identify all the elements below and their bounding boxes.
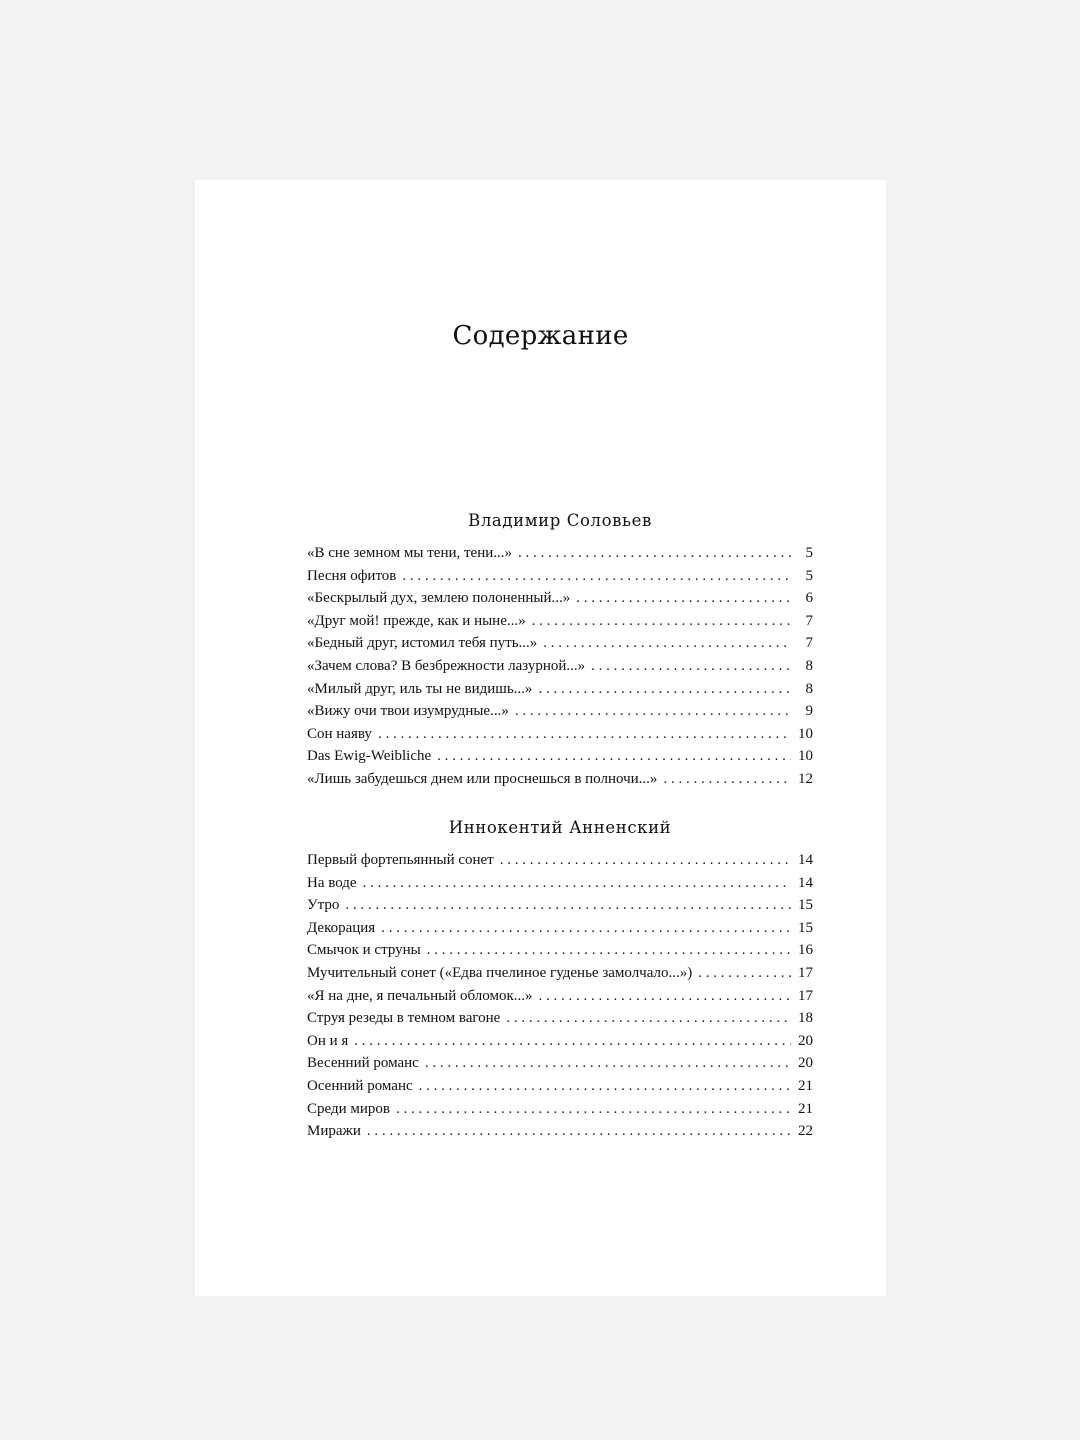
toc-entry-title: «В сне земном мы тени, тени...»	[307, 545, 513, 561]
dot-leader	[698, 962, 791, 985]
toc-entry-title: Das Ewig-Weibliche	[307, 748, 432, 765]
toc-entry-title: Утро	[307, 897, 340, 914]
toc-entry	[307, 655, 813, 678]
dot-leader	[425, 1052, 791, 1075]
toc-entry-page: 8	[805, 680, 813, 697]
toc-entry-title: «Лишь забудешься днем или проснешься в полночи...»	[307, 770, 658, 787]
toc-entry-page: 10	[798, 725, 813, 742]
toc-entry-title: Среди миров	[307, 1100, 390, 1117]
toc-entry-page: 6	[805, 590, 813, 607]
toc-entry	[307, 632, 813, 655]
toc-entry	[307, 700, 813, 723]
book-page	[195, 180, 886, 1296]
toc-entry-page: 7	[805, 612, 813, 629]
toc-entry-title: «Зачем слова? В безбрежности лазурной...»	[307, 657, 586, 674]
toc-entry-page: 18	[798, 1010, 813, 1027]
toc-entry-title: Весенний романс	[307, 1055, 419, 1072]
toc-entry-title: «Я на дне, я печальный обломок...»	[307, 987, 533, 1004]
dot-leader	[515, 700, 791, 723]
toc-entry	[307, 1007, 813, 1030]
dot-leader	[354, 1030, 791, 1053]
toc-section-solovyov	[307, 510, 813, 791]
toc-entry	[307, 745, 813, 768]
toc-entry-page: 10	[798, 748, 813, 765]
dot-leader	[576, 587, 791, 610]
toc-entry	[307, 587, 813, 610]
toc-entry-title: «Бескрылый дух, землею полоненный...»	[307, 590, 571, 607]
toc-entry	[307, 985, 813, 1008]
page-title: Содержание	[452, 321, 629, 351]
dot-leader	[381, 917, 791, 940]
toc-entry	[307, 849, 813, 872]
toc-entry-page: 5	[805, 567, 813, 584]
toc-entry-title: Смычок и струны	[307, 942, 421, 959]
toc-section-annensky	[307, 817, 813, 1143]
dot-leader	[419, 1075, 791, 1098]
toc-entry-title: «Вижу очи твои изумрудные...»	[307, 703, 509, 720]
dot-leader	[427, 939, 791, 962]
toc-entry	[307, 768, 813, 791]
toc-entry-page: 9	[805, 703, 813, 720]
dot-leader	[437, 745, 791, 768]
dot-leader	[591, 655, 791, 678]
toc-entry	[307, 678, 813, 701]
toc-entry-title: На воде	[307, 874, 357, 891]
toc-entry	[307, 723, 813, 746]
toc-entry-title: Сон наяву	[307, 725, 372, 742]
toc-entry	[307, 1075, 813, 1098]
toc-entry-page: 15	[798, 919, 813, 936]
dot-leader	[539, 985, 792, 1008]
section-author: Иннокентий Анненский	[448, 818, 672, 837]
toc-entry-page: 22	[798, 1123, 813, 1140]
toc-entry	[307, 542, 813, 565]
toc-list	[307, 849, 813, 1143]
dot-leader	[506, 1007, 791, 1030]
toc-entry-page: 7	[805, 635, 813, 652]
dot-leader	[518, 542, 791, 565]
dot-leader	[532, 610, 791, 633]
toc-entry	[307, 1098, 813, 1121]
toc-entry-page: 16	[798, 942, 813, 959]
toc-entry-page: 20	[798, 1055, 813, 1072]
dot-leader	[500, 849, 791, 872]
toc-entry-title: «Бедный друг, истомил тебя путь...»	[307, 635, 538, 652]
toc-entry-title: Мучительный сонет («Едва пчелиное гуденье замолчало...»)	[307, 964, 693, 981]
toc-entry	[307, 939, 813, 962]
toc-entry-page: 15	[798, 897, 813, 914]
toc-entry-title: Первый фортепьянный сонет	[307, 852, 494, 868]
toc-entry	[307, 565, 813, 588]
toc-entry-title: Песня офитов	[307, 567, 397, 584]
dot-leader	[367, 1120, 791, 1143]
toc-entry-title: Осенний романс	[307, 1077, 413, 1094]
toc-entry-title: Декорация	[307, 919, 376, 936]
toc-entry-page: 12	[798, 770, 813, 787]
toc-entry-title: Миражи	[307, 1123, 361, 1140]
toc-entry-page: 21	[798, 1077, 813, 1094]
toc-entry-page: 21	[798, 1100, 813, 1117]
toc-entry	[307, 1052, 813, 1075]
toc-entry-page: 17	[798, 964, 813, 981]
toc-entry-page: 20	[798, 1032, 813, 1049]
toc-entry	[307, 1030, 813, 1053]
dot-leader	[663, 768, 791, 791]
toc-entry-title: «Друг мой! прежде, как и ныне...»	[307, 612, 526, 629]
dot-leader	[378, 723, 791, 746]
dot-leader	[396, 1098, 791, 1121]
dot-leader	[345, 894, 791, 917]
toc-entry-title: «Милый друг, иль ты не видишь...»	[307, 680, 533, 697]
toc-entry-page: 8	[805, 657, 813, 674]
section-author: Владимир Соловьев	[468, 511, 652, 530]
dot-leader	[543, 632, 791, 655]
toc-entry	[307, 917, 813, 940]
dot-leader	[402, 565, 791, 588]
toc-entry-page: 5	[805, 545, 813, 561]
toc-entry	[307, 872, 813, 895]
toc-entry-page: 14	[798, 874, 813, 891]
toc-entry-page: 14	[798, 852, 813, 868]
dot-leader	[538, 678, 791, 701]
toc-entry	[307, 610, 813, 633]
toc-entry	[307, 962, 813, 985]
dot-leader	[363, 872, 791, 895]
toc-list	[307, 542, 813, 791]
toc-entry	[307, 894, 813, 917]
toc-entry-page: 17	[798, 987, 813, 1004]
toc-entry-title: Струя резеды в темном вагоне	[307, 1010, 501, 1027]
toc-entry-title: Он и я	[307, 1032, 349, 1049]
toc-entry	[307, 1120, 813, 1143]
